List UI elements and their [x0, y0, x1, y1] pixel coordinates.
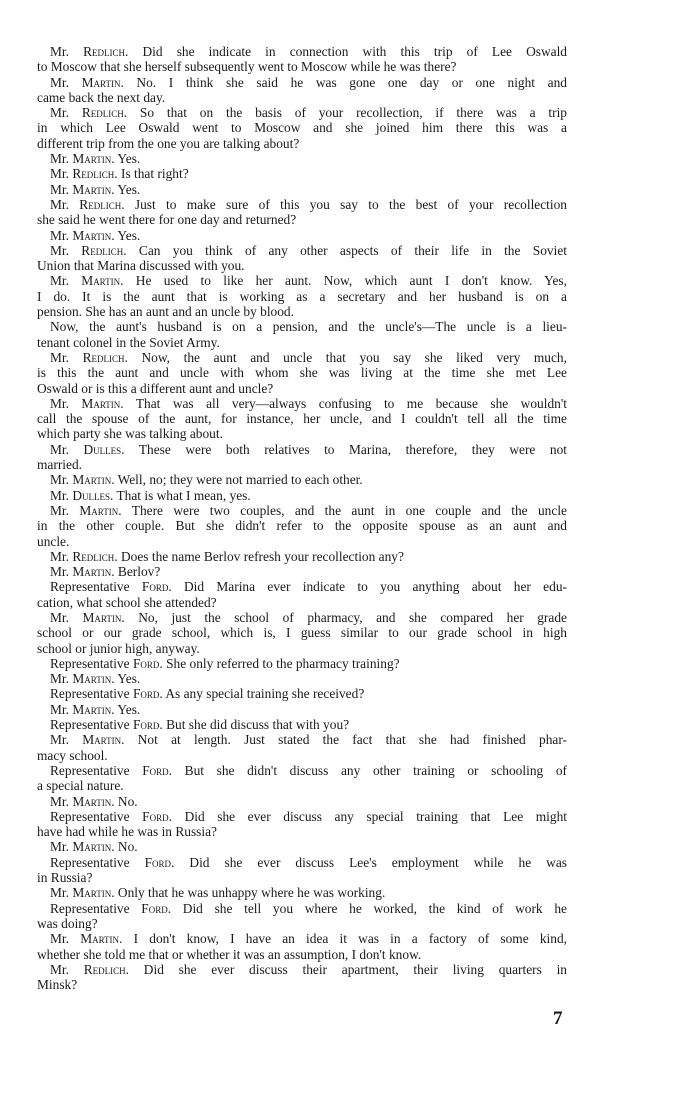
line-text: But she didn't discuss any other training or schooling of [184, 762, 567, 778]
testimony-paragraph [37, 442, 567, 473]
speaker-name: Martin. [79, 502, 122, 518]
line-text: No, just the school of pharmacy, and she compared her grade [138, 609, 567, 625]
speaker-title: Mr. [50, 961, 69, 977]
text-line [37, 901, 567, 916]
testimony-paragraph [37, 717, 567, 732]
text-line [37, 794, 567, 809]
speaker-title: Representative [50, 579, 130, 595]
testimony-paragraph [37, 656, 567, 671]
testimony-paragraph [37, 794, 567, 809]
line-text: Yes. [117, 151, 141, 167]
text-line [37, 748, 567, 763]
text-line [37, 931, 567, 946]
text-line [37, 59, 567, 74]
speaker-title: Mr. [50, 701, 69, 717]
text-line [37, 549, 567, 564]
speaker-name: Ford. [132, 655, 163, 671]
line-text: I don't know, I have an idea it was in a factory of some kind, [133, 931, 567, 947]
speaker-title: Mr. [50, 793, 69, 809]
page-number: 7 [553, 1008, 563, 1029]
text-line [37, 381, 567, 396]
testimony-paragraph [37, 855, 567, 886]
testimony-paragraph [37, 488, 567, 503]
speaker-name: Martin. [72, 671, 115, 687]
line-text: There were two couples, and the aunt in one couple and the uncle [131, 502, 567, 518]
line-text: have had while he was in Russia? [37, 824, 217, 840]
speaker-title: Representative [50, 900, 130, 916]
speaker-title: Mr. [50, 181, 69, 197]
text-line [37, 304, 567, 319]
line-text: Is that right? [120, 166, 189, 182]
line-text: different trip from the one you are talking about? [37, 135, 300, 151]
line-text: Just to make sure of this you say to the best of your recollection [134, 196, 567, 212]
line-text: Only that he was unhappy where he was working. [117, 885, 386, 901]
speaker-name: Ford. [142, 808, 172, 824]
line-text: So that on the basis of your recollection, if there was a trip [139, 105, 567, 121]
speaker-name: Ford. [141, 900, 172, 916]
line-text: Yes. [117, 181, 141, 197]
line-text: pension. She has an aunt and an uncle by blood. [37, 304, 294, 320]
speaker-name: Redlich. [81, 242, 127, 258]
line-text: He used to like her aunt. Now, which aunt I don't know. Yes, [135, 273, 567, 289]
speaker-name: Redlich. [82, 349, 128, 365]
text-line [37, 136, 567, 151]
line-text: school or junior high, anyway. [37, 640, 200, 656]
line-text: These were both relatives to Marina, therefore, they were not [138, 441, 567, 457]
speaker-title: Mr. [50, 227, 69, 243]
text-line [37, 182, 567, 197]
testimony-paragraph [37, 243, 567, 274]
text-line [37, 671, 567, 686]
speaker-name: Martin. [72, 564, 115, 580]
speaker-title: Mr. [50, 44, 69, 59]
text-line [37, 702, 567, 717]
line-text: was doing? [37, 915, 98, 931]
text-line [37, 426, 567, 441]
text-line [37, 197, 567, 212]
speaker-title: Mr. [50, 885, 69, 901]
text-line [37, 641, 567, 656]
text-line [37, 396, 567, 411]
testimony-paragraph [37, 931, 567, 962]
line-text: Did Marina ever indicate to you anything about her edu- [184, 579, 567, 595]
line-text: Minsk? [37, 977, 78, 993]
testimony-paragraph [37, 702, 567, 717]
speaker-name: Ford. [141, 579, 172, 595]
line-text: Union that Marina discussed with you. [37, 258, 245, 274]
text-line [37, 778, 567, 793]
text-line [37, 564, 567, 579]
text-line [37, 839, 567, 854]
speaker-title: Mr. [50, 732, 69, 748]
text-line [37, 151, 567, 166]
text-line [37, 656, 567, 671]
testimony-paragraph [37, 319, 567, 350]
line-text: Berlov? [117, 564, 161, 580]
text-line [37, 319, 567, 334]
speaker-title: Mr. [50, 472, 69, 488]
text-line [37, 75, 567, 90]
speaker-title: Mr. [50, 273, 69, 289]
text-line [37, 442, 567, 457]
line-text: Not at length. Just stated the fact that she had finished phar- [137, 732, 567, 748]
line-text: Can you think of any other aspects of their life in the Soviet [138, 242, 567, 258]
speaker-title: Mr. [50, 166, 69, 182]
line-text: That is what I mean, yes. [116, 487, 251, 503]
text-line [37, 44, 567, 59]
testimony-paragraph [37, 182, 567, 197]
speaker-title: Representative [50, 655, 130, 671]
line-text: Does the name Berlov refresh your recollection any? [120, 548, 404, 564]
text-line [37, 488, 567, 503]
speaker-name: Martin. [82, 609, 125, 625]
speaker-name: Martin. [72, 181, 115, 197]
text-line [37, 335, 567, 350]
line-text: in Russia? [37, 870, 93, 886]
text-line [37, 977, 567, 992]
testimony-paragraph [37, 579, 567, 610]
testimony-paragraph [37, 549, 567, 564]
text-line [37, 258, 567, 273]
speaker-title: Mr. [50, 487, 69, 503]
line-text: is this the aunt and uncle with whom she was living at the time she met Lee [37, 365, 567, 381]
testimony-paragraph [37, 105, 567, 151]
line-text: Did she ever discuss any special training that Lee might [184, 808, 567, 824]
line-text: whether she told me that or whether it was an assumption, I don't know. [37, 946, 422, 962]
line-text: tenant colonel in the Soviet Army. [37, 334, 220, 350]
line-text: As any special training she received? [165, 686, 365, 702]
text-line [37, 228, 567, 243]
speaker-title: Representative [50, 808, 130, 824]
testimony-paragraph [37, 503, 567, 549]
speaker-name: Redlich. [72, 166, 118, 182]
testimony-paragraph [37, 166, 567, 181]
testimony-paragraph [37, 763, 567, 794]
speaker-name: Martin. [81, 273, 124, 289]
text-line [37, 686, 567, 701]
text-line [37, 105, 567, 120]
speaker-title: Mr. [50, 74, 69, 90]
text-line [37, 763, 567, 778]
speaker-title: Mr. [50, 931, 69, 947]
testimony-paragraph [37, 273, 567, 319]
testimony-paragraph [37, 350, 567, 396]
testimony-paragraph [37, 396, 567, 442]
text-line [37, 579, 567, 594]
line-text: I do. It is the aunt that is working as a secretary and her husband is on a [37, 288, 567, 304]
line-text: No. [117, 839, 138, 855]
line-text: macy school. [37, 747, 108, 763]
speaker-name: Martin. [72, 151, 115, 167]
speaker-name: Ford. [142, 762, 173, 778]
testimony-paragraph [37, 686, 567, 701]
text-line [37, 916, 567, 931]
speaker-name: Redlich. [83, 961, 130, 977]
line-text: she said he went there for one day and returned? [37, 212, 297, 228]
testimony-paragraph [37, 197, 567, 228]
text-line [37, 243, 567, 258]
text-line [37, 411, 567, 426]
speaker-name: Ford. [132, 686, 163, 702]
testimony-paragraph [37, 151, 567, 166]
line-text: which party she was talking about. [37, 426, 223, 442]
speaker-name: Martin. [72, 885, 115, 901]
text-line [37, 365, 567, 380]
text-line [37, 717, 567, 732]
text-line [37, 809, 567, 824]
speaker-name: Redlich. [81, 105, 128, 121]
speaker-title: Mr. [50, 839, 69, 855]
text-line [37, 610, 567, 625]
line-text: She only referred to the pharmacy training? [166, 655, 400, 671]
text-line [37, 947, 567, 962]
text-line [37, 962, 567, 977]
line-text: Did she indicate in connection with this trip of Lee Oswald [142, 44, 567, 59]
speaker-title: Representative [50, 762, 130, 778]
text-line [37, 625, 567, 640]
text-line [37, 212, 567, 227]
text-line [37, 534, 567, 549]
line-text: That was all very—always confusing to me because she wouldn't [135, 395, 567, 411]
testimony-paragraph [37, 671, 567, 686]
testimony-paragraph [37, 839, 567, 854]
text-line [37, 472, 567, 487]
line-text: a special nature. [37, 778, 124, 794]
line-text: cation, what school she attended? [37, 594, 217, 610]
speaker-name: Martin. [72, 472, 115, 488]
speaker-name: Martin. [82, 732, 125, 748]
speaker-name: Martin. [72, 701, 115, 717]
speaker-title: Mr. [50, 502, 69, 518]
testimony-paragraph [37, 44, 567, 75]
line-text: uncle. [37, 533, 70, 549]
speaker-title: Mr. [50, 548, 69, 564]
line-text: married. [37, 457, 82, 473]
speaker-name: Martin. [81, 74, 124, 90]
speaker-title: Mr. [50, 196, 69, 212]
line-text: school or our grade school, which is, I guess similar to our grade school in high [37, 625, 567, 641]
testimony-paragraph [37, 962, 567, 993]
text-line [37, 870, 567, 885]
text-line [37, 732, 567, 747]
line-text: Did she ever discuss their apartment, their living quarters in [143, 961, 567, 977]
text-line [37, 120, 567, 135]
speaker-name: Redlich. [72, 548, 118, 564]
testimony-paragraph [37, 809, 567, 840]
testimony-paragraph [37, 901, 567, 932]
text-line [37, 885, 567, 900]
line-text: No. I think she said he was gone one day or one night and [136, 74, 567, 90]
transcript-page [37, 44, 567, 992]
line-text: in the other couple. But she didn't refer to the opposite spouse as an aunt and [37, 518, 567, 534]
line-text: Yes. [117, 671, 141, 687]
line-text: Now, the aunt's husband is on a pension, and the uncle's—The uncle is a lieu- [50, 319, 567, 335]
testimony-paragraph [37, 610, 567, 656]
text-line [37, 518, 567, 533]
line-text: No. [117, 793, 138, 809]
testimony-paragraph [37, 472, 567, 487]
speaker-name: Martin. [72, 227, 115, 243]
line-text: in which Lee Oswald went to Moscow and she joined him there this was a [37, 120, 567, 136]
speaker-name: Martin. [81, 395, 124, 411]
speaker-title: Mr. [50, 105, 69, 121]
line-text: Did she tell you where he worked, the kind of work he [182, 900, 567, 916]
testimony-paragraph [37, 885, 567, 900]
line-text: to Moscow that she herself subsequently went to Moscow while he was there? [37, 59, 457, 75]
text-line [37, 90, 567, 105]
testimony-paragraph [37, 228, 567, 243]
speaker-title: Mr. [50, 349, 69, 365]
text-line [37, 273, 567, 288]
line-text: But she did discuss that with you? [166, 717, 350, 733]
text-line [37, 595, 567, 610]
text-line [37, 289, 567, 304]
speaker-title: Mr. [50, 395, 69, 411]
speaker-name: Redlich. [83, 44, 129, 59]
speaker-name: Dulles. [72, 487, 114, 503]
line-text: call the spouse of the aunt, for instance, her uncle, and I couldn't tell all the time [37, 411, 567, 427]
speaker-name: Redlich. [79, 196, 125, 212]
speaker-title: Mr. [50, 151, 69, 167]
line-text: Yes. [117, 701, 141, 717]
text-line [37, 457, 567, 472]
speaker-name: Dulles. [83, 441, 125, 457]
text-line [37, 855, 567, 870]
speaker-name: Martin. [72, 793, 115, 809]
testimony-paragraph [37, 564, 567, 579]
speaker-name: Ford. [132, 717, 163, 733]
text-line [37, 824, 567, 839]
speaker-title: Mr. [50, 564, 69, 580]
speaker-title: Representative [50, 854, 130, 870]
speaker-name: Martin. [72, 839, 115, 855]
testimony-paragraph [37, 732, 567, 763]
speaker-title: Representative [50, 717, 130, 733]
speaker-title: Mr. [50, 441, 69, 457]
speaker-name: Ford. [144, 854, 175, 870]
text-line [37, 166, 567, 181]
line-text: Well, no; they were not married to each other. [117, 472, 363, 488]
line-text: Yes. [117, 227, 141, 243]
line-text: Now, the aunt and uncle that you say she liked very much, [141, 349, 567, 365]
speaker-title: Mr. [50, 671, 69, 687]
speaker-name: Martin. [80, 931, 123, 947]
text-line [37, 350, 567, 365]
speaker-title: Representative [50, 686, 130, 702]
testimony-paragraph [37, 75, 567, 106]
speaker-title: Mr. [50, 609, 69, 625]
text-line [37, 503, 567, 518]
line-text: Did she ever discuss Lee's employment while he was [189, 854, 567, 870]
speaker-title: Mr. [50, 242, 69, 258]
line-text: Oswald or is this a different aunt and uncle? [37, 380, 274, 396]
line-text: came back the next day. [37, 89, 166, 105]
